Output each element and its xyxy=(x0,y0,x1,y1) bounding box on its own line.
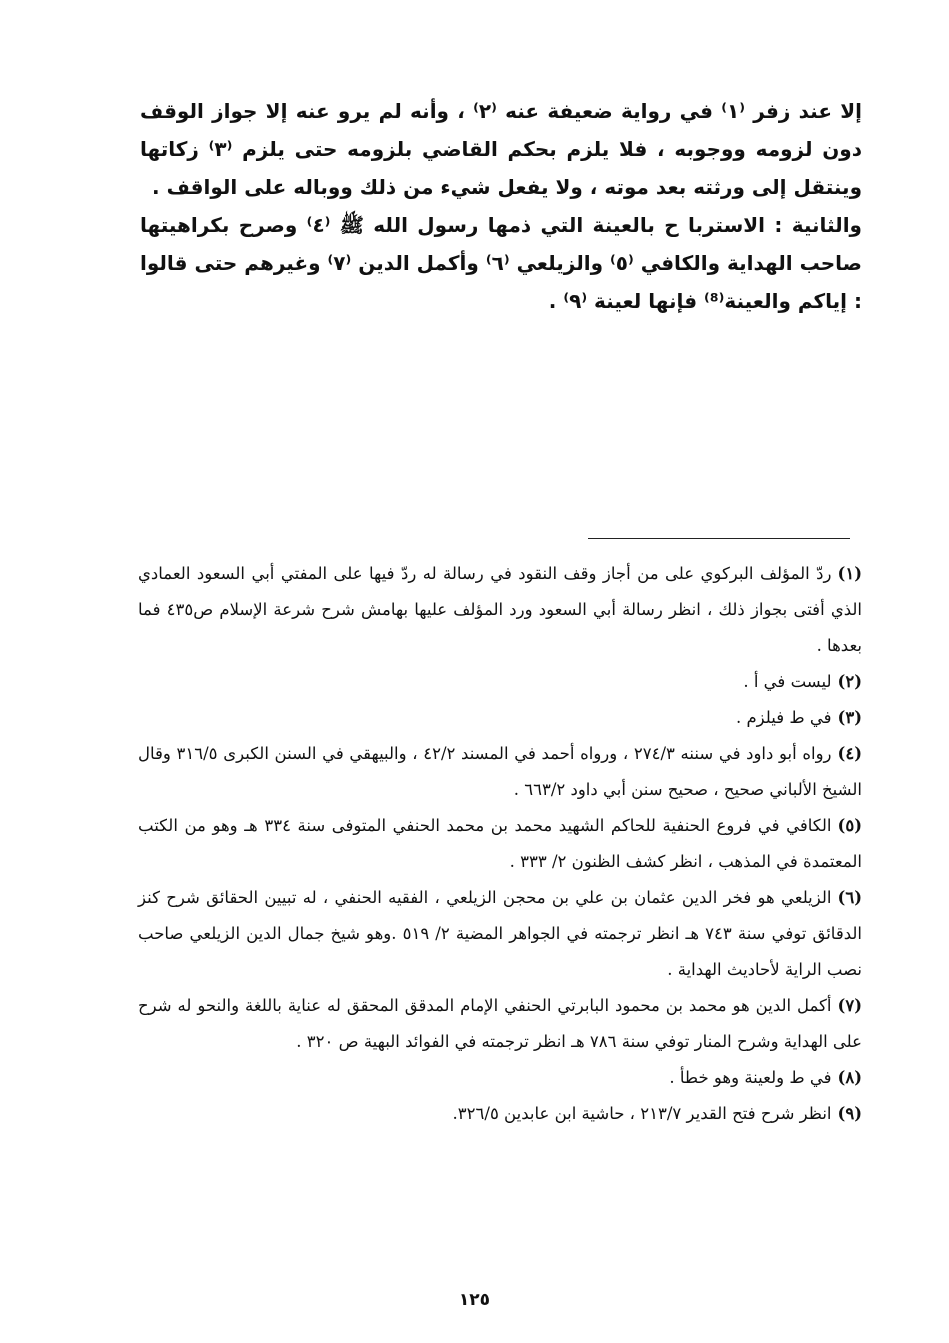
main-paragraph-1: إلا عند زفر ⁽١⁾ في رواية ضعيفة عنه ⁽٢⁾ ، وأنه لم يرو عنه إلا جواز الوقف دون لزومه ووجوبه ، فلا يلزم بحكم القاضي بلزومه حتى يلزم ⁽٣⁾ زكاتها وينتقل إلى ورثته بعد موته ، ولا يفعل شيء من ذلك ووباله على الواقف . xyxy=(140,99,863,199)
main-paragraph-2: والثانية : الاستربا ح بالعينة التي ذمها رسول الله ﷺ ⁽٤⁾ وصرح بكراهيتها صاحب الهداية والكافي ⁽٥⁾ والزيلعي ⁽٦⁾ وأكمل الدين ⁽٧⁾ وغيرهم حتى قالوا : إياكم والعينة⁽⁸⁾ فإنها لعينة ⁽٩⁾ . xyxy=(140,213,863,313)
footnote-text: في ط ولعينة وهو خطأ . xyxy=(669,1068,832,1087)
footnote-text: الكافي في فروع الحنفية للحاكم الشهيد محمد بن محمد الحنفي المتوفى سنة ٣٣٤ هـ وهو من الكتب المعتمدة في المذهب ، انظر كشف الظنون ٢/ ٣٣٣ . xyxy=(138,816,862,871)
footnote-3 xyxy=(138,700,862,736)
footnotes-section xyxy=(138,556,862,1132)
footnote-5 xyxy=(138,808,862,880)
footnote-1 xyxy=(138,556,862,664)
footnote-number: (٦) xyxy=(837,888,862,907)
footnote-number: (٣) xyxy=(837,708,862,727)
footnote-8 xyxy=(138,1060,862,1096)
footnote-number: (٨) xyxy=(837,1068,862,1087)
footnote-number: (٤) xyxy=(837,744,863,763)
page-number: ١٢٥ xyxy=(458,1290,491,1310)
footnote-number: (٥) xyxy=(837,816,862,835)
footnote-text: الزيلعي هو فخر الدين عثمان بن علي بن محجن الزيلعي ، الفقيه الحنفي ، له تبيين الحقائق شرح كنز الدقائق توفي سنة ٧٤٣ هـ انظر ترجمته في الجواهر المضية ٢/ ٥١٩ .وهو شيخ جمال الدين الزيلعي صاحب نصب الراية لأحاديث الهداية . xyxy=(138,888,862,979)
footnote-text: أكمل الدين هو محمد بن محمود البابرتي الحنفي الإمام المدقق المحقق له عناية باللغة والنحو له شرح على الهداية وشرح المنار توفي سنة ٧٨٦ هـ انظر ترجمته في الفوائد البهية ص ٣٢٠ . xyxy=(138,996,862,1051)
footnote-9 xyxy=(138,1096,862,1132)
footnote-text: ردّ المؤلف البركوي على من أجاز وقف النقود في رسالة له ردّ فيها على المفتي أبي السعود العمادي الذي أفتى بجواز ذلك ، انظر رسالة أبي السعود ورد المؤلف عليها بهامش شرح شرعة الإسلام ص٤٣٥ فما بعدها . xyxy=(138,564,863,655)
footnote-text: في ط فيلزم . xyxy=(735,708,832,727)
footnote-4 xyxy=(138,736,862,808)
footnote-number: (٧) xyxy=(837,996,862,1015)
footnote-2 xyxy=(138,664,862,700)
footnote-6 xyxy=(138,880,862,988)
main-text-body xyxy=(140,92,862,320)
footnote-separator xyxy=(588,538,850,539)
footnote-number: (١) xyxy=(837,564,862,583)
footnote-number: (٩) xyxy=(837,1104,862,1123)
footnote-text: رواه أبو داود في سننه ٢٧٤/٣ ، ورواه أحمد في المسند ٤٢/٢ ، والبيهقي في السنن الكبرى ٣١٦/٥ وقال الشيخ الألباني صحيح ، صحيح سنن أبي داود ٦٦٣/٢ . xyxy=(138,744,862,799)
footnote-number: (٢) xyxy=(837,672,862,691)
footnote-7 xyxy=(138,988,862,1060)
footnote-text: ليست في أ . xyxy=(743,672,832,691)
footnote-text: انظر شرح فتح القدير ٢١٣/٧ ، حاشية ابن عابدين ٣٢٦/٥. xyxy=(452,1104,832,1123)
